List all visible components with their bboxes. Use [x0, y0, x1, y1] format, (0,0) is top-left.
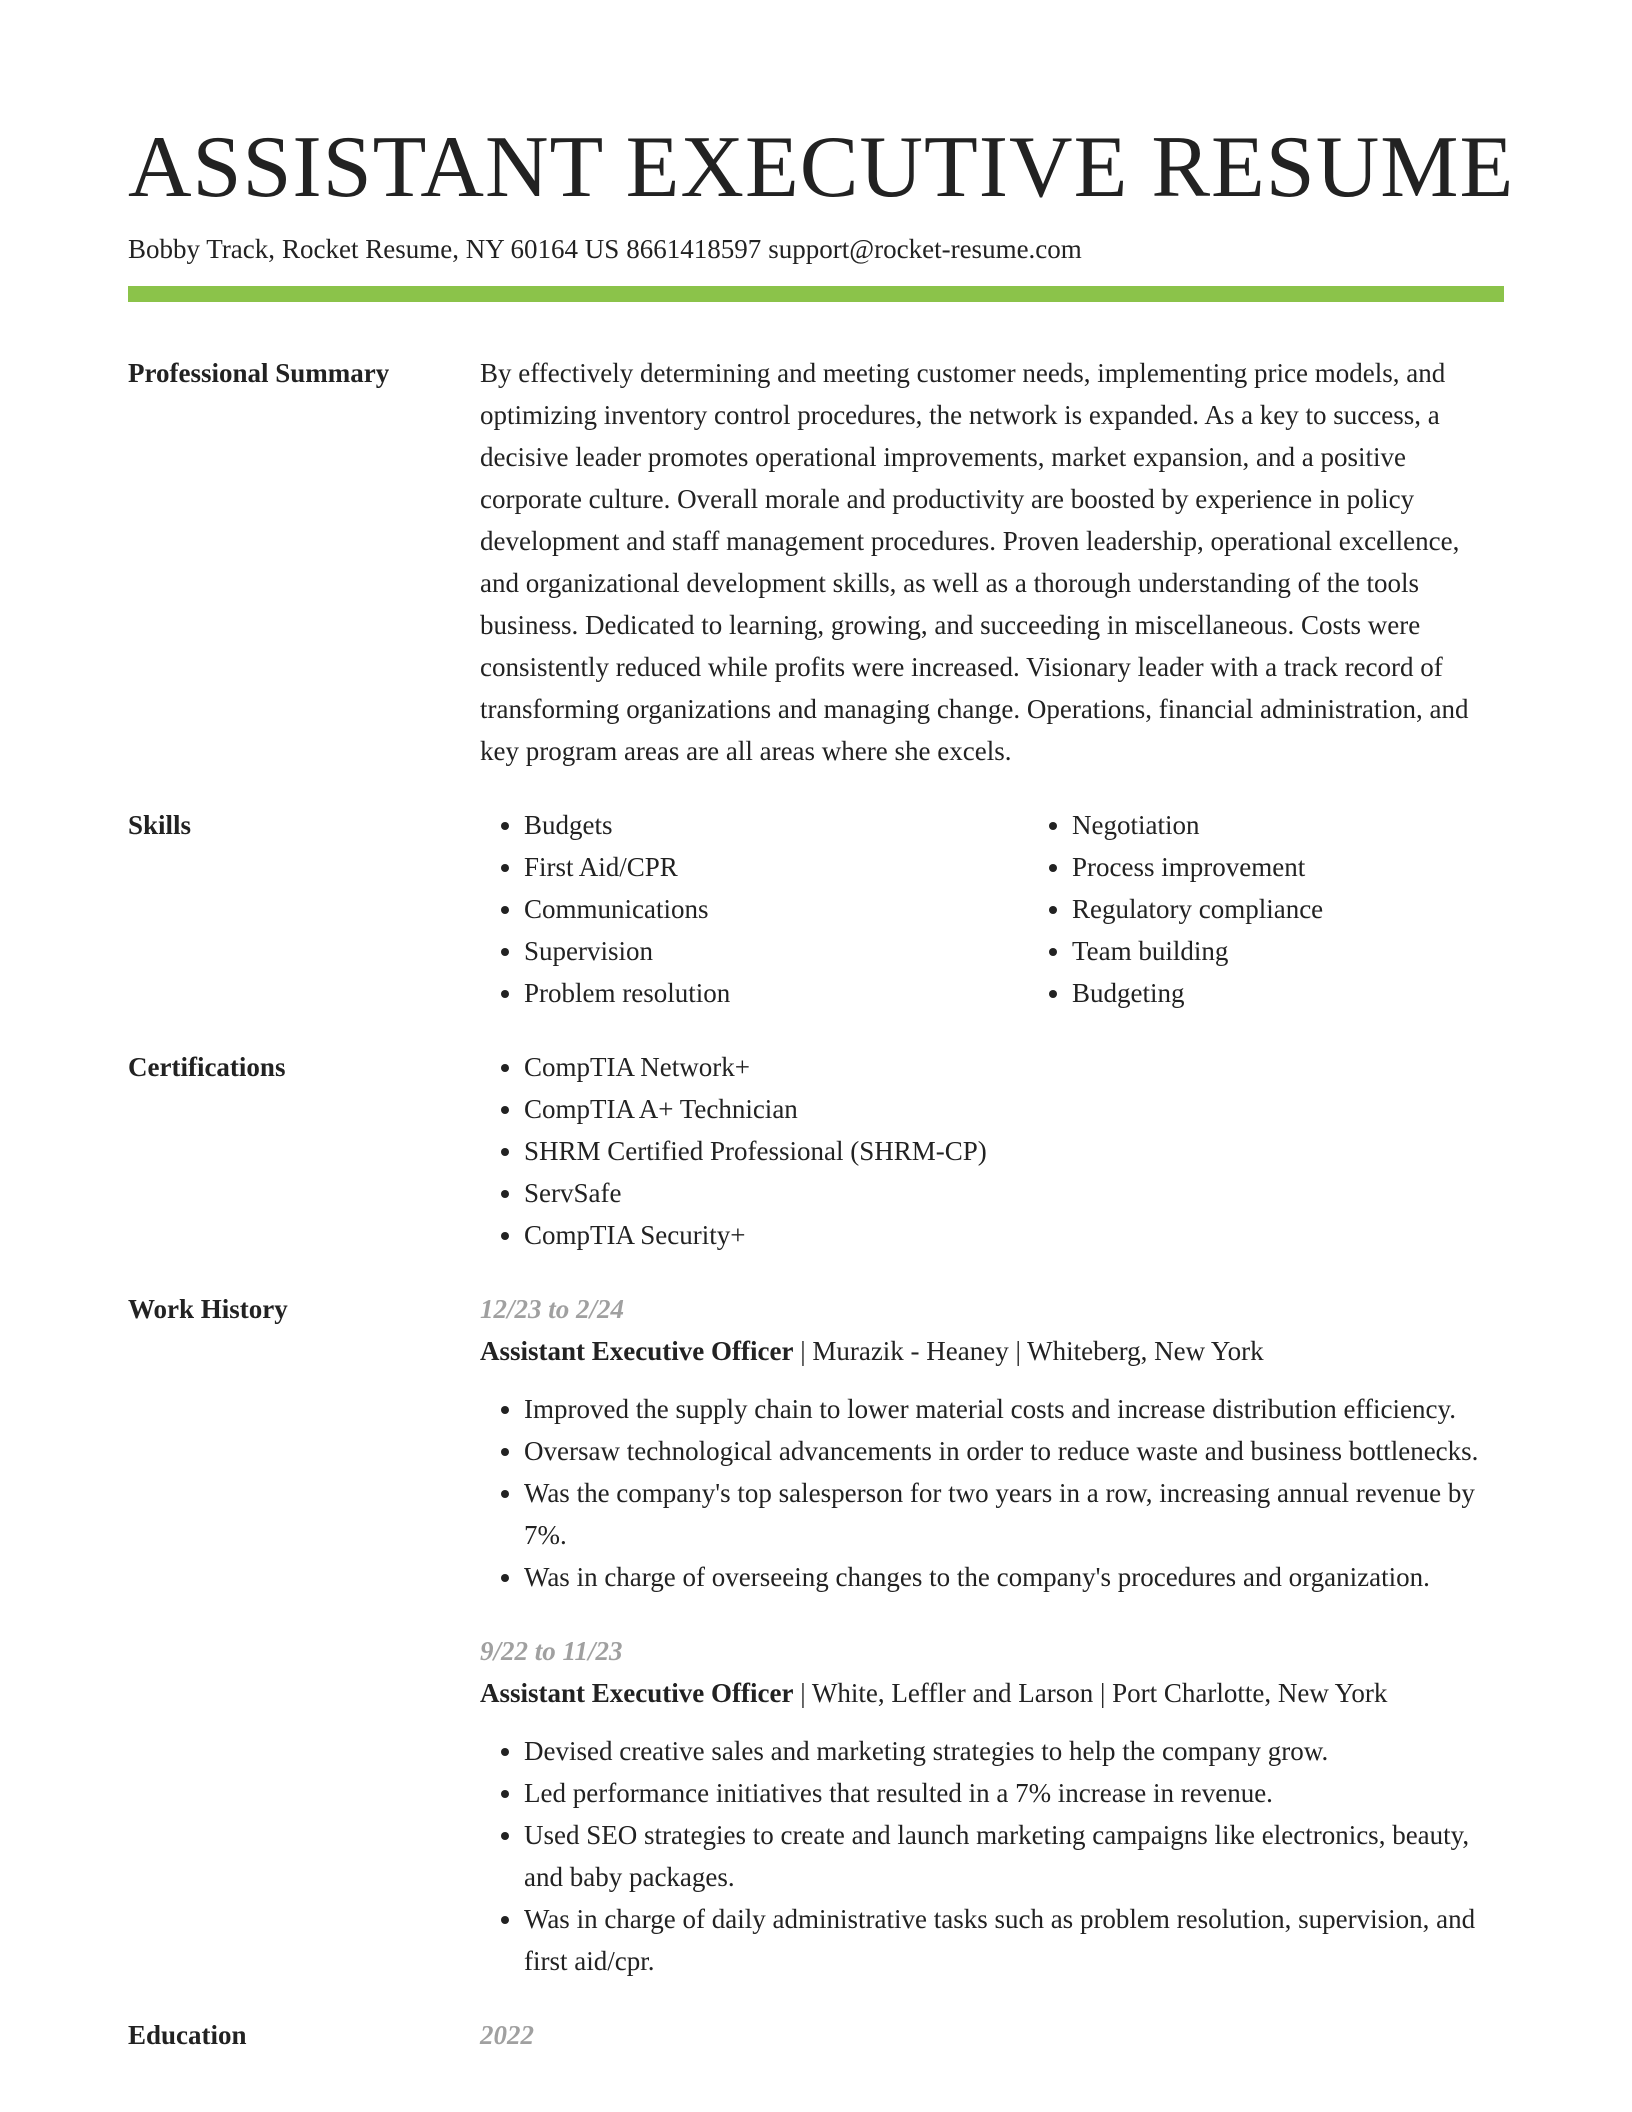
job-bullet: • Improved the supply chain to lower material costs and increase distribution efficiency. [524, 1388, 1504, 1430]
skill-item: • Supervision [524, 930, 1028, 972]
skill-item: • Regulatory compliance [1072, 888, 1576, 930]
education-body [480, 2014, 1504, 2056]
summary-section [128, 352, 1504, 772]
job-bullet-list [480, 1388, 1504, 1598]
education-date: 2022 [480, 2020, 534, 2050]
skills-section [128, 804, 1504, 1014]
job-dates: 12/23 to 2/24 [480, 1294, 625, 1324]
contact-name: Bobby Track, [128, 234, 276, 264]
skill-item: • Problem resolution [524, 972, 1028, 1014]
job-bullet: • Used SEO strategies to create and launch marketing campaigns like electronics, beauty, and baby packages. [524, 1814, 1504, 1898]
resume-page [128, 0, 1515, 2056]
job-bullet: • Led performance initiatives that resulted in a 7% increase in revenue. [524, 1772, 1504, 1814]
job-entry [480, 1288, 1504, 1598]
job-bullet-list [480, 1730, 1504, 1982]
certifications-list [480, 1046, 1504, 1256]
certification-item: • CompTIA Network+ [524, 1046, 1504, 1088]
skill-item: • First Aid/CPR [524, 846, 1028, 888]
skills-label: Skills [128, 810, 192, 840]
certification-item: • CompTIA A+ Technician [524, 1088, 1504, 1130]
job-details: | White, Leffler and Larson | Port Charlotte, New York [793, 1678, 1388, 1708]
certifications-section [128, 1046, 1504, 1256]
education-section [128, 2014, 1504, 2056]
skill-item: • Communications [524, 888, 1028, 930]
job-bullet: • Oversaw technological advancements in order to reduce waste and business bottlenecks. [524, 1430, 1504, 1472]
job-bullet: • Was in charge of daily administrative tasks such as problem resolution, supervision, and first aid/cpr. [524, 1898, 1504, 1982]
contact-address: Rocket Resume, NY 60164 US [282, 234, 620, 264]
contact-line [128, 232, 1504, 266]
work-history-label: Work History [128, 1294, 288, 1324]
skills-list-left [480, 804, 1028, 1014]
summary-label: Professional Summary [128, 358, 390, 388]
job-heading [480, 1330, 1504, 1372]
certifications-label: Certifications [128, 1052, 286, 1082]
resume-title: ASSISTANT EXECUTIVE RESUME [128, 119, 1515, 216]
skill-item: • Negotiation [1072, 804, 1576, 846]
certification-item: • ServSafe [524, 1172, 1504, 1214]
contact-email: support@rocket-resume.com [768, 234, 1082, 264]
job-bullet: • Devised creative sales and marketing strategies to help the company grow. [524, 1730, 1504, 1772]
job-title: Assistant Executive Officer [480, 1336, 794, 1366]
education-label: Education [128, 2020, 247, 2050]
job-heading [480, 1672, 1504, 1714]
job-bullet: • Was in charge of overseeing changes to the company's procedures and organization. [524, 1556, 1504, 1598]
skills-grid [480, 804, 1576, 1014]
job-title: Assistant Executive Officer [480, 1678, 794, 1708]
certification-item: • CompTIA Security+ [524, 1214, 1504, 1256]
header-divider [128, 286, 1504, 302]
certification-item: • SHRM Certified Professional (SHRM-CP) [524, 1130, 1504, 1172]
contact-phone: 8661418597 [626, 234, 762, 264]
job-details: | Murazik - Heaney | Whiteberg, New York [793, 1336, 1264, 1366]
job-dates: 9/22 to 11/23 [480, 1636, 623, 1666]
skill-item: • Team building [1072, 930, 1576, 972]
summary-text: By effectively determining and meeting customer needs, implementing price models, and optimizing inventory control procedures, the network is expanded. As a key to success, a decisive leader promotes operational improvements, market expansion, and a positive corporate culture. Overall morale and productivity are boosted by experience in policy development and staff management procedures. Proven leadership, operational excellence, and organizational development skills, as well as a thorough understanding of the tools business. Dedicated to learning, growing, and succeeding in miscellaneous. Costs were consistently reduced while profits were increased. Visionary leader with a track record of transforming organizations and managing change. Operations, financial administration, and key program areas are all areas where she excels. [480, 358, 1469, 766]
job-bullet: • Was the company's top salesperson for two years in a row, increasing annual revenue by 7%. [524, 1472, 1504, 1556]
skills-list-right [1028, 804, 1576, 1014]
summary-body [480, 352, 1504, 772]
skill-item: • Budgets [524, 804, 1028, 846]
work-history-body [480, 1288, 1504, 1982]
work-history-section [128, 1288, 1504, 1982]
skill-item: • Budgeting [1072, 972, 1576, 1014]
skill-item: • Process improvement [1072, 846, 1576, 888]
job-entry [480, 1630, 1504, 1982]
certifications-body [480, 1046, 1504, 1256]
